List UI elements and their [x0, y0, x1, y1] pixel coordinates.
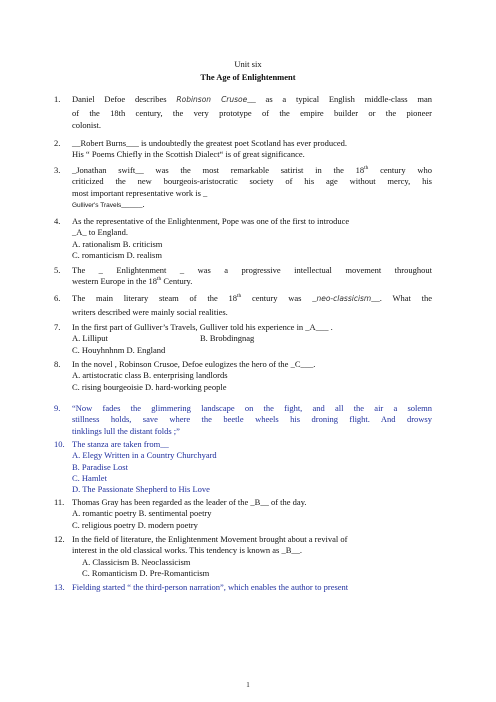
question-option: C. religious poetry D. modern poetry: [72, 519, 198, 530]
question-option: B. Paradise Lost: [72, 461, 128, 472]
question-option: A. Elegy Written in a Country Churchyard: [72, 450, 217, 461]
option-a: A. Lilliput: [72, 333, 108, 344]
question-number: 13.: [54, 582, 65, 592]
text: _Jonathan swift__ was the most remarkable satirist in the 18: [72, 165, 365, 175]
question-option: C. Romanticism D. Pre-Romanticism: [82, 567, 210, 578]
question-line: colonist.: [72, 119, 102, 130]
question-line: [72, 293, 432, 304]
text: Daniel Defoe describes: [72, 94, 177, 104]
question-6: [54, 293, 432, 319]
question-4: [54, 216, 432, 261]
question-line: The stanza are taken from__: [72, 439, 169, 449]
question-11: [54, 497, 432, 531]
superscript: th: [364, 165, 369, 172]
question-line: The _ Enlightenment _ was a progressive intellectual movement throughout: [72, 265, 432, 275]
question-option: A. artistocratic class B. enterprising landlords: [72, 370, 228, 381]
page-number: 1: [246, 681, 250, 689]
question-2: [54, 138, 432, 161]
question-9: [54, 403, 432, 437]
question-line: [72, 199, 432, 211]
question-8: [54, 359, 432, 393]
option-b: B. Brobdingnag: [200, 333, 255, 344]
question-number: 9.: [54, 403, 61, 413]
question-option: A. Classicism B. Neoclassicism: [82, 556, 191, 567]
question-line: [72, 165, 432, 176]
question-12: [54, 534, 432, 579]
question-13: [54, 582, 432, 593]
text: Century.: [161, 276, 193, 287]
question-line: most important representative work is _: [72, 187, 208, 198]
text: century was _: [241, 293, 317, 303]
question-3: [54, 165, 432, 211]
page-title: The Age of Enlightenment: [200, 72, 296, 82]
question-line: As the representative of the Enlightenment, Pope was one of the first to introduce: [72, 216, 350, 226]
question-line: interest in the old classical works. This tendency is known as _B__.: [72, 545, 303, 556]
question-line: Thomas Gray has been regarded as the leader of the _B__ of the day.: [72, 497, 307, 507]
question-number: 8.: [54, 359, 61, 369]
question-line: In the field of literature, the Enlightenment Movement brought about a revival of: [72, 534, 348, 544]
question-number: 11.: [54, 497, 65, 507]
superscript: th: [236, 293, 242, 300]
question-line: “Now fades the glimmering landscape on the fight, and all the air a solemn: [72, 403, 432, 413]
question-number: 12.: [54, 534, 65, 544]
question-number: 6.: [54, 293, 61, 303]
text: __ as a typical English middle-class man: [247, 94, 432, 104]
question-7: [54, 322, 432, 356]
handwritten-answer: neo-classicism: [316, 294, 372, 303]
question-line: __Robert Burns___ is undoubtedly the greatest poet Scotland has ever produced.: [72, 138, 348, 148]
text: The main literary steam of the 18: [72, 293, 237, 303]
question-number: 2.: [54, 138, 61, 148]
question-line: [72, 94, 432, 105]
question-line: In the novel , Robinson Crusoe, Defoe eulogizes the hero of the _C___.: [72, 359, 316, 369]
question-option: A. romantic poetry B. sentimental poetry: [72, 508, 212, 519]
question-option: D. The Passionate Shepherd to His Love: [72, 484, 210, 495]
question-line: _A_ to England.: [72, 227, 128, 238]
question-line: In the first part of Gulliver’s Travels, Gulliver told his experience in _A___ .: [72, 322, 333, 332]
question-number: 5.: [54, 265, 61, 275]
unit-heading: Unit six: [234, 59, 262, 69]
question-option-row: [72, 333, 432, 344]
question-10: [54, 439, 432, 495]
question-number: 10.: [54, 439, 65, 449]
question-number: 7.: [54, 322, 61, 332]
question-number: 1.: [54, 94, 61, 104]
question-line: stillness holds, save where the beetle wheels his droning flight. And drowsy: [72, 414, 432, 425]
question-line: Fielding started “ the third-person narration”, which enables the author to present: [72, 582, 349, 592]
text: __. What the: [371, 293, 432, 303]
question-line: writers described were mainly social realities.: [72, 307, 228, 318]
question-line: [72, 276, 432, 287]
question-line: of the 18th century, the very prototype of the empire builder or the pioneer: [72, 108, 432, 119]
handwritten-answer: Robinson Crusoe: [176, 95, 248, 104]
question-option: C. rising bourgeoisie D. hard-working people: [72, 381, 227, 392]
superscript: th: [156, 276, 162, 283]
question-line: tinklings lull the distant folds ;”: [72, 425, 180, 436]
question-option: C. Hamlet: [72, 472, 107, 483]
text: century who: [368, 165, 432, 175]
question-line: criticized the new bourgeois-aristocratic society of his age without mercy, his: [72, 176, 432, 187]
answer-text: Gulliver's Travels: [72, 201, 122, 209]
text: western Europe in the 18: [72, 276, 157, 287]
question-line: His “ Poems Chiefly in the Scottish Dialect“ is of great significance.: [72, 149, 305, 160]
question-option: A. rationalism B. criticism: [72, 238, 163, 249]
question-number: 3.: [54, 165, 61, 175]
question-number: 4.: [54, 216, 61, 226]
question-option: C. romanticism D. realism: [72, 249, 162, 260]
question-1: [54, 94, 432, 131]
text: _____.: [121, 198, 145, 209]
question-5: [54, 265, 432, 288]
question-option: C. Houyhnhnm D. England: [72, 344, 166, 355]
